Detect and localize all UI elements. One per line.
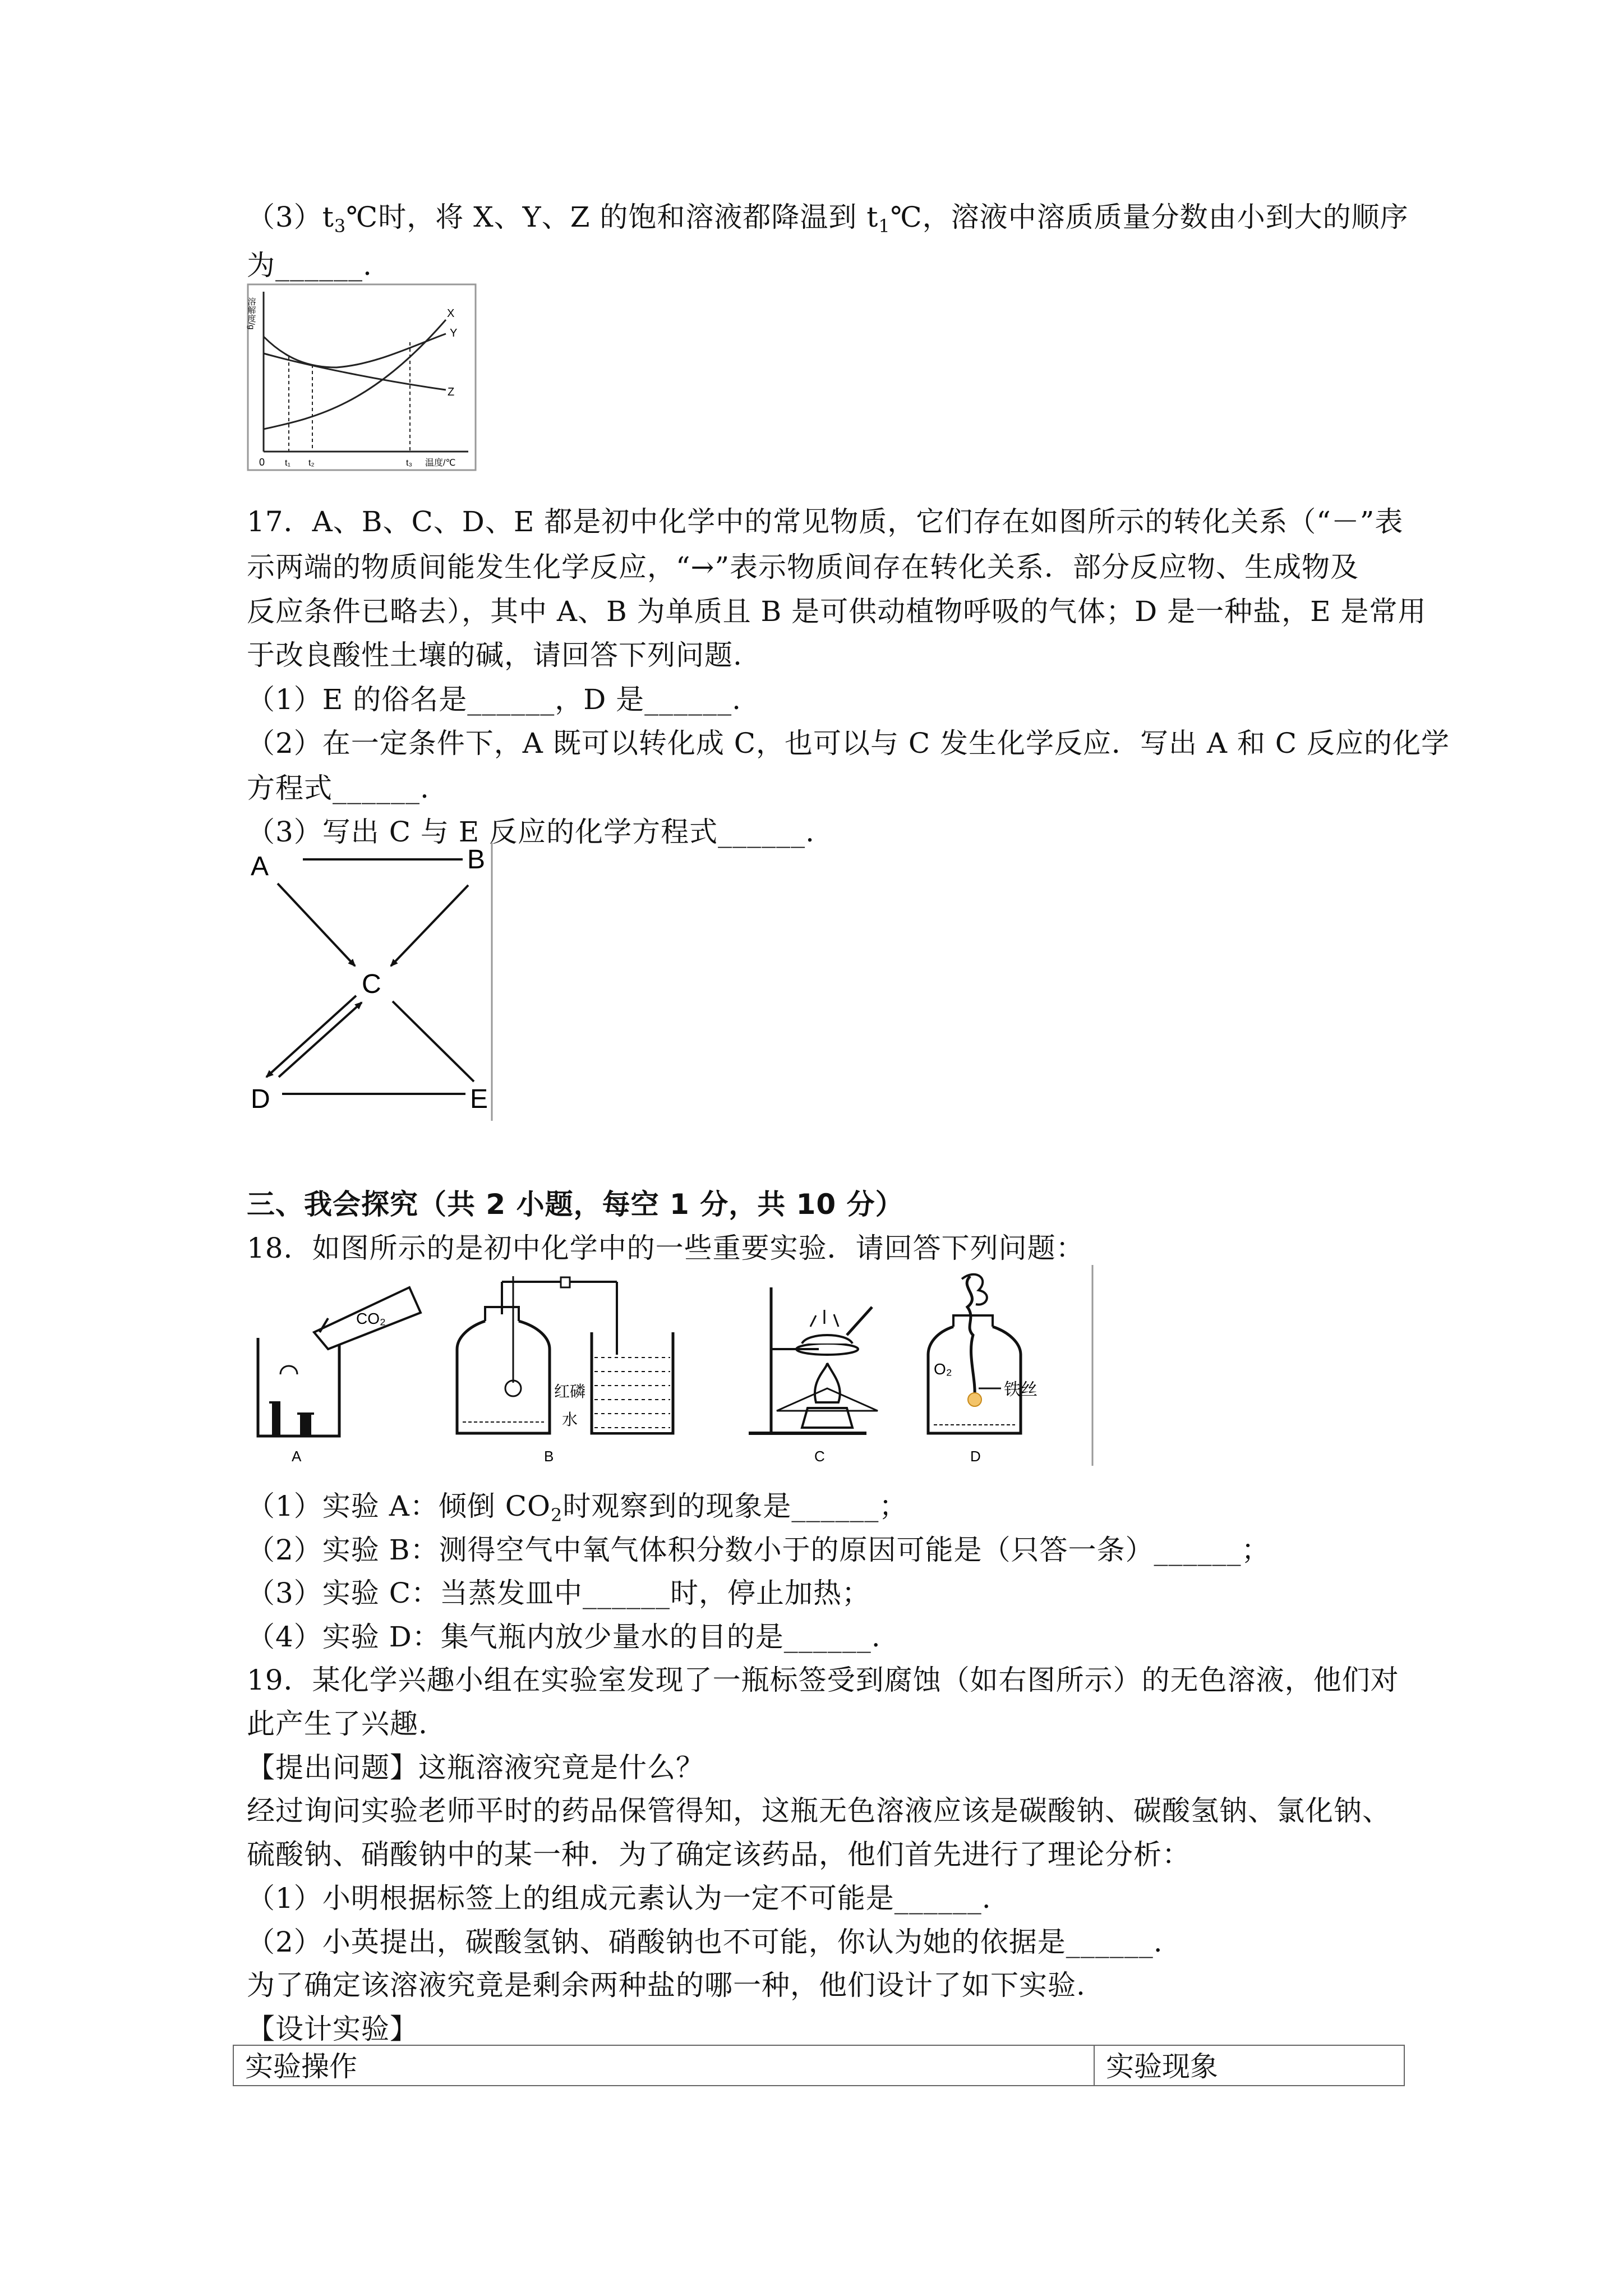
q17-stem-line1: 17．A、B、C、D、E 都是初中化学中的常见物质，它们存在如图所示的转化关系（“－”表 bbox=[247, 505, 1404, 538]
q16-part3-text-c: ℃，溶液中溶质质量分数由小到大的顺序 bbox=[890, 201, 1409, 233]
section3-heading: 三、我会探究（共 2 小题，每空 1 分，共 10 分） bbox=[247, 1188, 904, 1221]
q18-co2-subscript: 2 bbox=[550, 1504, 563, 1526]
node-e: E bbox=[470, 1084, 488, 1114]
iron-wire-label: 铁丝 bbox=[1004, 1381, 1038, 1399]
curve-y bbox=[264, 334, 446, 367]
q18-part3: （3）实验 C：当蒸发皿中______时，停止加热； bbox=[247, 1577, 870, 1609]
table-header-phenomenon: 实验现象 bbox=[1106, 2050, 1218, 2083]
relation-diagram bbox=[244, 841, 496, 1122]
node-a: A bbox=[251, 852, 269, 881]
water-label: 水 bbox=[562, 1411, 578, 1428]
q17-part2-line2: 方程式______. bbox=[247, 772, 430, 804]
table-header-operation: 实验操作 bbox=[234, 2046, 1095, 2085]
arrow-d-to-c bbox=[279, 1002, 362, 1077]
q18-part4: （4）实验 D：集气瓶内放少量水的目的是______. bbox=[247, 1621, 881, 1653]
q17-stem-line4: 于改良酸性土壤的碱，请回答下列问题. bbox=[247, 639, 743, 671]
node-b: B bbox=[467, 845, 486, 875]
q17-part3: （3）写出 C 与 E 反应的化学方程式______. bbox=[247, 816, 815, 848]
panel-a-label: A bbox=[292, 1448, 302, 1465]
q19-design-tag: 【设计实验】 bbox=[247, 2013, 418, 2045]
q16-part3-text-a: （3）t bbox=[247, 201, 334, 233]
q19-line2: 此产生了兴趣. bbox=[247, 1708, 428, 1740]
curve-label-y: Y bbox=[450, 327, 458, 339]
arrow-c-to-d bbox=[266, 996, 356, 1077]
panel-c-label: C bbox=[814, 1448, 825, 1465]
q16-part3-line1 bbox=[247, 203, 1409, 235]
q16-subscript-1: 1 bbox=[878, 215, 891, 237]
q19-info-line2: 硫酸钠、硝酸钠中的某一种．为了确定该药品，他们首先进行了理论分析： bbox=[247, 1838, 1191, 1871]
q18-part2: （2）实验 B：测得空气中氧气体积分数小于的原因可能是（只答一条）______； bbox=[247, 1534, 1270, 1566]
origin-label: 0 bbox=[259, 457, 265, 468]
curve-label-z: Z bbox=[448, 386, 455, 398]
solubility-curve-figure bbox=[247, 283, 477, 471]
curve-label-x: X bbox=[447, 307, 455, 320]
node-c: C bbox=[362, 969, 381, 999]
curve-z bbox=[264, 353, 446, 390]
q19-part2: （2）小英提出，碳酸氢钠、硝酸钠也不可能，你认为她的依据是______. bbox=[247, 1926, 1163, 1958]
q17-part1: （1）E 的俗名是______，D 是______. bbox=[247, 683, 742, 716]
q19-part1: （1）小明根据标签上的组成元素认为一定不可能是______. bbox=[247, 1882, 992, 1915]
experiment-b bbox=[457, 1276, 673, 1465]
edge-c-e bbox=[393, 1001, 474, 1082]
q17-part2-line1: （2）在一定条件下，A 既可以转化成 C，也可以与 C 发生化学反应．写出 A 和 C 反应的化学 bbox=[247, 727, 1450, 760]
arrow-b-to-c bbox=[391, 885, 468, 966]
o2-label: O₂ bbox=[934, 1360, 952, 1378]
q19-line1: 19．某化学兴趣小组在实验室发现了一瓶标签受到腐蚀（如右图所示）的无色溶液，他们对 bbox=[247, 1664, 1399, 1696]
experiment-c bbox=[749, 1287, 878, 1465]
q16-part3-text-b: ℃时，将 X、Y、Z 的饱和溶液都降温到 t bbox=[346, 201, 879, 233]
x-tick-t2: t₂ bbox=[308, 458, 315, 468]
x-tick-t3: t₃ bbox=[406, 458, 412, 468]
q18-part1-text-a: （1）实验 A：倾倒 CO bbox=[247, 1490, 551, 1522]
x-axis-label: 温度/℃ bbox=[425, 458, 456, 468]
panel-d-label: D bbox=[970, 1448, 981, 1465]
q19-info-line1: 经过询问实验老师平时的药品保管得知，这瓶无色溶液应该是碳酸钠、碳酸氢钠、氯化钠、 bbox=[247, 1795, 1391, 1827]
y-axis-label: 溶解度/g bbox=[247, 297, 256, 330]
node-d: D bbox=[251, 1084, 270, 1114]
experiment-table bbox=[233, 2045, 1405, 2086]
q16-subscript-3: 3 bbox=[334, 215, 347, 237]
x-tick-t1: t₁ bbox=[285, 458, 291, 468]
q17-stem-line3: 反应条件已略去），其中 A、B 为单质且 B 是可供动植物呼吸的气体；D 是一种盐，E 是常用 bbox=[247, 595, 1427, 628]
q19-question-tag: 【提出问题】这瓶溶液究竟是什么？ bbox=[247, 1751, 704, 1784]
q18-experiments-figure bbox=[247, 1265, 1096, 1467]
red-phosphorus-label: 红磷 bbox=[554, 1383, 586, 1400]
panel-b-label: B bbox=[544, 1448, 554, 1465]
q19-transition: 为了确定该溶液究竟是剩余两种盐的哪一种，他们设计了如下实验. bbox=[247, 1969, 1086, 2001]
experiment-a bbox=[258, 1287, 421, 1465]
co2-label: CO₂ bbox=[356, 1310, 386, 1327]
q18-stem: 18．如图所示的是初中化学中的一些重要实验．请回答下列问题： bbox=[247, 1232, 1085, 1264]
experiment-d bbox=[928, 1274, 1038, 1465]
q16-part3-line2: 为______. bbox=[247, 249, 372, 282]
q18-part1-text-b: 时观察到的现象是______； bbox=[562, 1490, 908, 1522]
q17-stem-line2: 示两端的物质间能发生化学反应，“→”表示物质间存在转化关系．部分反应物、生成物及 bbox=[247, 551, 1359, 583]
q18-part1 bbox=[247, 1492, 907, 1524]
arrow-a-to-c bbox=[278, 884, 355, 966]
